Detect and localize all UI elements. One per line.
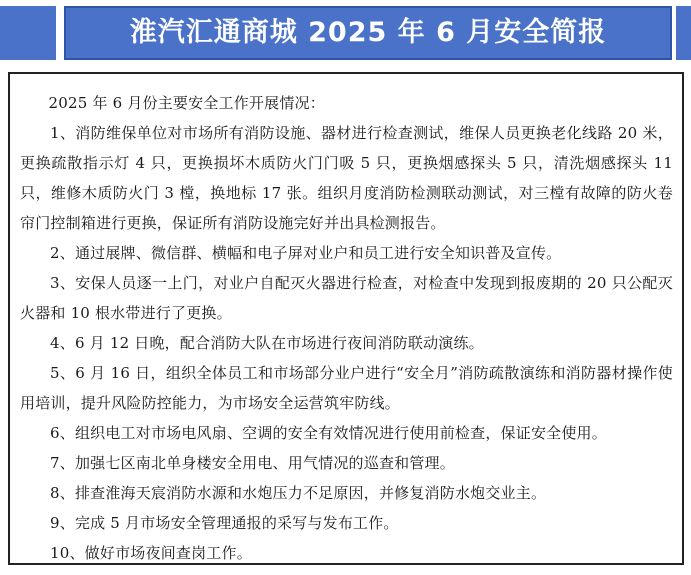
- list-item: 6、组织电工对市场电风扇、空调的安全有效情况进行使用前检查，保证安全使用。: [50, 424, 607, 442]
- list-item: 10、做好市场夜间查岗工作。: [50, 544, 252, 562]
- document-body: [20, 88, 673, 568]
- list-item: 2、通过展牌、微信群、横幅和电子屏对业户和员工进行安全知识普及宣传。: [50, 244, 562, 262]
- header-left-block: [0, 6, 58, 60]
- list-item: 7、加强七区南北单身楼安全用电、用气情况的巡查和管理。: [50, 454, 455, 472]
- list-item: 4、6 月 12 日晚，配合消防大队在市场进行夜间消防联动演练。: [50, 334, 484, 352]
- page-title: 淮汽汇通商城 2025 年 6 月安全简报: [129, 17, 607, 48]
- list-item: 8、排查淮海天宸消防水源和水炮压力不足原因，并修复消防水炮交业主。: [50, 484, 547, 502]
- list-item: 3、安保人员逐一上门，对业户自配灭火器进行检查，对检查中发现到报废期的 20 只公配灭火器和 10 根水带进行了更换。: [20, 274, 673, 322]
- intro-line: 2025 年 6 月份主要安全工作开展情况：: [48, 94, 325, 112]
- header-right-block: [674, 6, 691, 60]
- document-frame: [8, 72, 684, 565]
- list-item: 9、完成 5 月市场安全管理通报的采写与发布工作。: [50, 514, 399, 532]
- list-item: 5、6 月 16 日，组织全体员工和市场部分业户进行“安全月”消防疏散演练和消防器材操作使用培训，提升风险防控能力，为市场安全运营筑牢防线。: [20, 364, 673, 412]
- list-item: 1、消防维保单位对市场所有消防设施、器材进行检查测试，维保人员更换老化线路 20 米，更换疏散指示灯 4 只，更换损坏木质防火门门吸 5 只，更换烟感探头 5 只，清洗烟感探头 11 只，维修木质防火门 3 樘，换地标 17 张。组织月度消防检测联动测试，对三樘有故障的防火卷帘门控制箱进行更换，保证所有消防设施完好并出具检测报告。: [20, 124, 673, 232]
